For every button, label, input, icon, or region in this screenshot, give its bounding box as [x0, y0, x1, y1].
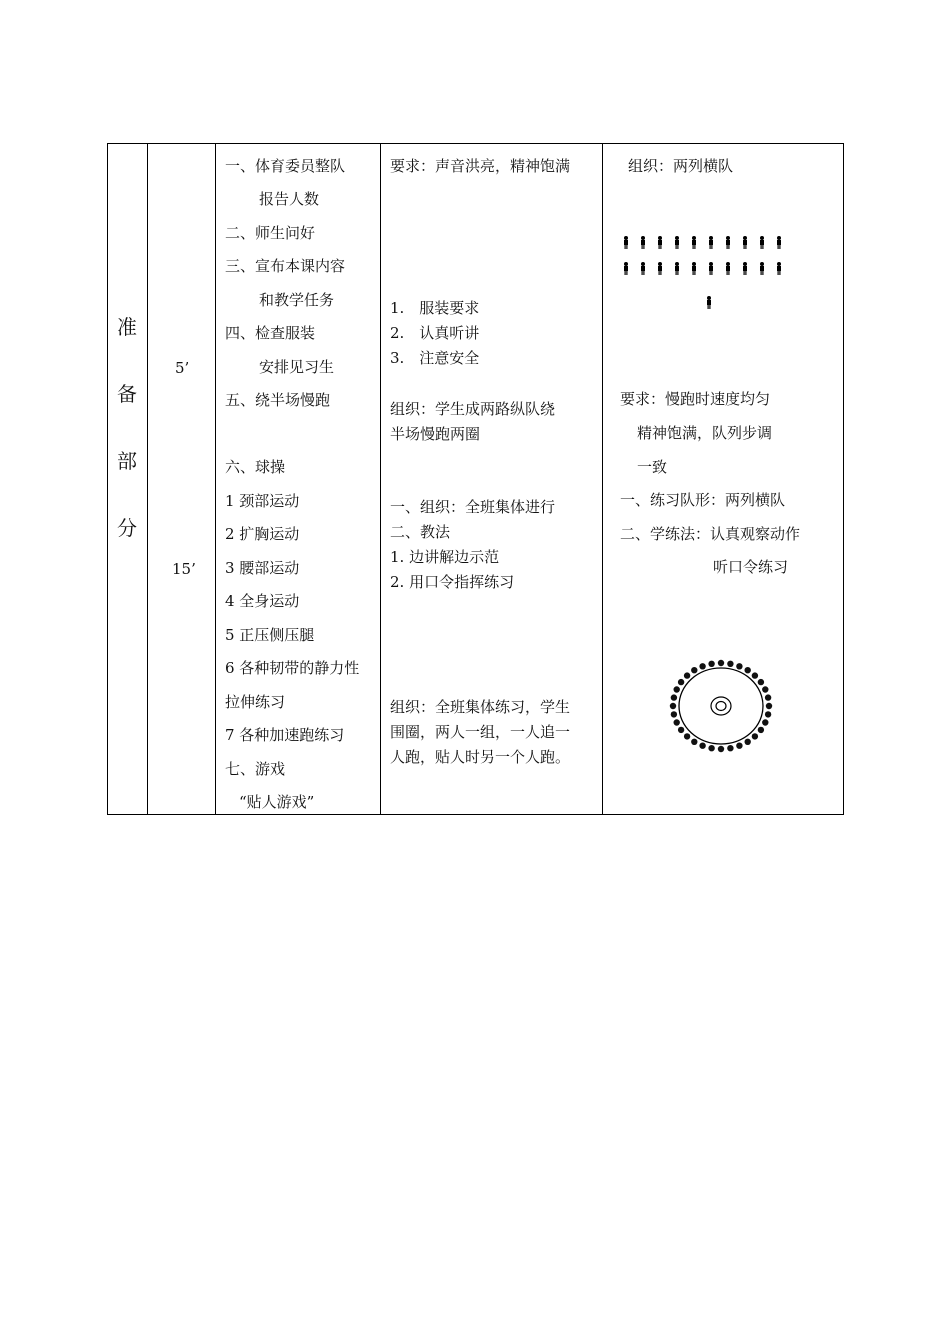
- circle-person-icon: [745, 739, 751, 745]
- student-figure-icon: [657, 260, 663, 273]
- circle-person-icon: [758, 727, 764, 733]
- section-label-char: 分: [117, 516, 137, 540]
- circle-person-icon: [671, 694, 677, 700]
- method-line: 1. 服装要求: [390, 299, 480, 317]
- student-figure-icon: [640, 234, 646, 247]
- student-figure-icon: [623, 234, 629, 247]
- content-item: 7 各种加速跑练习: [225, 726, 345, 744]
- content-item: 报告人数: [259, 190, 320, 208]
- circle-person-icon: [758, 679, 764, 685]
- circle-person-icon: [752, 672, 758, 678]
- two-row-formation-diagram: [603, 144, 844, 344]
- organization-line: 一、练习队形：两列横队: [620, 491, 786, 509]
- circle-person-icon: [671, 711, 677, 717]
- method-line: 3. 注意安全: [390, 349, 480, 367]
- organization-line: 组织：两列横队: [628, 157, 734, 175]
- method-line: 半场慢跑两圈: [390, 425, 481, 443]
- student-figure-icon: [776, 260, 782, 273]
- student-figure-icon: [657, 234, 663, 247]
- student-figure-icon: [691, 234, 697, 247]
- student-figure-icon: [759, 234, 765, 247]
- student-figure-icon: [623, 260, 629, 273]
- content-item: 3 腰部运动: [225, 559, 300, 577]
- content-item: 2 扩胸运动: [225, 525, 300, 543]
- circle-person-icon: [699, 743, 705, 749]
- content-item: 二、师生问好: [225, 224, 316, 242]
- method-line: 二、教法: [390, 523, 451, 541]
- circle-person-icon: [678, 679, 684, 685]
- student-figure-icon: [691, 260, 697, 273]
- circle-person-icon: [736, 663, 742, 669]
- method-line: 围圈，两人一组，一人追一: [390, 723, 571, 741]
- student-figure-icon: [725, 260, 731, 273]
- organization-line: 要求：慢跑时速度均匀: [620, 390, 771, 408]
- circle-person-icon: [674, 719, 680, 725]
- student-figure-icon: [674, 234, 680, 247]
- content-item: 4 全身运动: [225, 592, 300, 610]
- method-line: 一、组织：全班集体进行: [390, 498, 556, 516]
- method-line: 组织：学生成两路纵队绕: [390, 400, 556, 418]
- circle-person-icon: [674, 686, 680, 692]
- circle-person-icon: [752, 733, 758, 739]
- student-figure-icon: [674, 260, 680, 273]
- circle-person-icon: [718, 746, 724, 752]
- student-figure-icon: [759, 260, 765, 273]
- circle-person-icon: [684, 733, 690, 739]
- circle-person-icon: [765, 711, 771, 717]
- time-value: 5’: [175, 359, 190, 377]
- circle-person-icon: [670, 703, 676, 709]
- content-item: 三、宣布本课内容: [225, 257, 346, 275]
- method-line: 组织：全班集体练习，学生: [390, 698, 571, 716]
- circle-person-icon: [736, 743, 742, 749]
- content-item: 七、游戏: [225, 760, 286, 778]
- student-figure-icon: [742, 234, 748, 247]
- organization-column: [603, 144, 844, 814]
- circle-person-icon: [745, 667, 751, 673]
- organization-line: 听口令练习: [713, 558, 789, 576]
- content-item: 一、体育委员整队: [225, 157, 346, 175]
- student-figure-icon: [640, 260, 646, 273]
- circle-person-icon: [699, 663, 705, 669]
- circle-person-icon: [718, 660, 724, 666]
- circle-person-icon: [684, 672, 690, 678]
- circle-person-icon: [691, 739, 697, 745]
- section-label-column: [108, 144, 147, 814]
- circle-person-icon: [766, 703, 772, 709]
- method-line: 人跑，贴人时另一个人跑。: [390, 748, 571, 766]
- section-label-char: 准: [117, 315, 137, 339]
- circle-person-icon: [762, 719, 768, 725]
- content-column: [216, 144, 380, 814]
- methods-column: [381, 144, 602, 814]
- time-column: [148, 144, 215, 814]
- student-figure-icon: [742, 260, 748, 273]
- circle-game-diagram: [666, 657, 776, 755]
- content-item: 安排见习生: [259, 358, 335, 376]
- method-line: 2. 用口令指挥练习: [390, 573, 515, 591]
- circle-person-icon: [727, 745, 733, 751]
- circle-person-icon: [708, 661, 714, 667]
- method-line: 1. 边讲解边示范: [390, 548, 500, 566]
- lesson-plan-table: [107, 143, 844, 815]
- student-figure-icon: [708, 234, 714, 247]
- content-item: 五、绕半场慢跑: [225, 391, 331, 409]
- circle-person-icon: [765, 694, 771, 700]
- circle-person-icon: [762, 686, 768, 692]
- student-figure-icon: [776, 234, 782, 247]
- circle-person-icon: [678, 727, 684, 733]
- section-label-char: 备: [117, 382, 137, 406]
- content-item: 六、球操: [225, 458, 286, 476]
- organization-line: 二、学练法：认真观察动作: [620, 525, 801, 543]
- organization-line: 一致: [637, 458, 668, 476]
- student-figure-icon: [725, 234, 731, 247]
- method-line: 要求：声音洪亮，精神饱满: [390, 157, 571, 175]
- time-value: 15’: [172, 560, 196, 578]
- student-figure-icon: [708, 260, 714, 273]
- content-item: 四、检查服装: [225, 324, 316, 342]
- content-item: 拉伸练习: [225, 693, 286, 711]
- content-item: 1 颈部运动: [225, 492, 300, 510]
- method-line: 2. 认真听讲: [390, 324, 480, 342]
- content-item: “贴人游戏”: [239, 793, 315, 811]
- circle-person-icon: [691, 667, 697, 673]
- circle-person-icon: [708, 745, 714, 751]
- content-item: 5 正压侧压腿: [225, 626, 315, 644]
- content-item: 和教学任务: [259, 291, 335, 309]
- section-label-char: 部: [117, 449, 137, 473]
- content-item: 6 各种韧带的静力性: [225, 659, 360, 677]
- circle-person-icon: [727, 661, 733, 667]
- organization-line: 精神饱满，队列步调: [637, 424, 773, 442]
- teacher-figure-icon: [706, 294, 712, 307]
